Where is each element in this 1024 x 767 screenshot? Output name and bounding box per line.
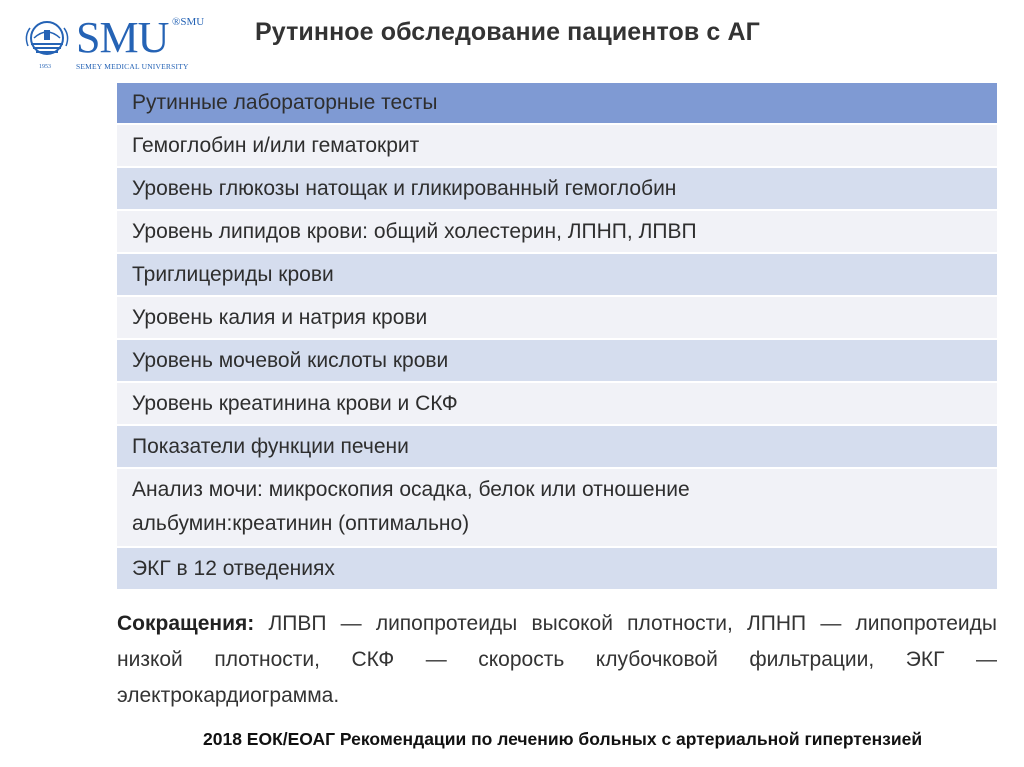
- table-row: Уровень липидов крови: общий холестерин, ЛПНП, ЛПВП: [117, 211, 997, 254]
- university-emblem-icon: [22, 16, 72, 66]
- logo-superscript: ®SMU: [172, 16, 205, 28]
- abbreviations-text: ЛПВП — липопротеиды высокой плотности, ЛПНП — липопротеиды низкой плотности, СКФ — скорость клубочковой фильтрации, ЭКГ — электрокардиограмма.: [117, 612, 997, 707]
- table-row: Уровень креатинина крови и СКФ: [117, 383, 997, 426]
- abbreviations-label: Сокращения:: [117, 612, 255, 635]
- table-row: Гемоглобин и/или гематокрит: [117, 125, 997, 168]
- lab-tests-table: [117, 83, 997, 591]
- logo-year: 1953: [39, 64, 51, 70]
- table-row: Анализ мочи: микроскопия осадка, белок или отношение альбумин:креатинин (оптимально): [117, 469, 997, 548]
- table-row: Уровень мочевой кислоты крови: [117, 340, 997, 383]
- source-footer: 2018 ЕОК/ЕОАГ Рекомендации по лечению больных с артериальной гипертензией: [203, 729, 923, 749]
- abbreviations-note: [117, 606, 997, 714]
- logo-subtitle: SEMEY MEDICAL UNIVERSITY: [76, 62, 189, 71]
- logo-wordmark: SMU: [76, 13, 169, 62]
- slide-title: Рутинное обследование пациентов с АГ: [255, 18, 760, 46]
- table-row: Показатели функции печени: [117, 426, 997, 469]
- table-row: ЭКГ в 12 отведениях: [117, 548, 997, 591]
- table-row: Уровень глюкозы натощак и гликированный гемоглобин: [117, 168, 997, 211]
- table-row: Уровень калия и натрия крови: [117, 297, 997, 340]
- table-row: Триглицериды крови: [117, 254, 997, 297]
- smu-logo: [22, 14, 222, 76]
- table-header: Рутинные лабораторные тесты: [117, 83, 997, 125]
